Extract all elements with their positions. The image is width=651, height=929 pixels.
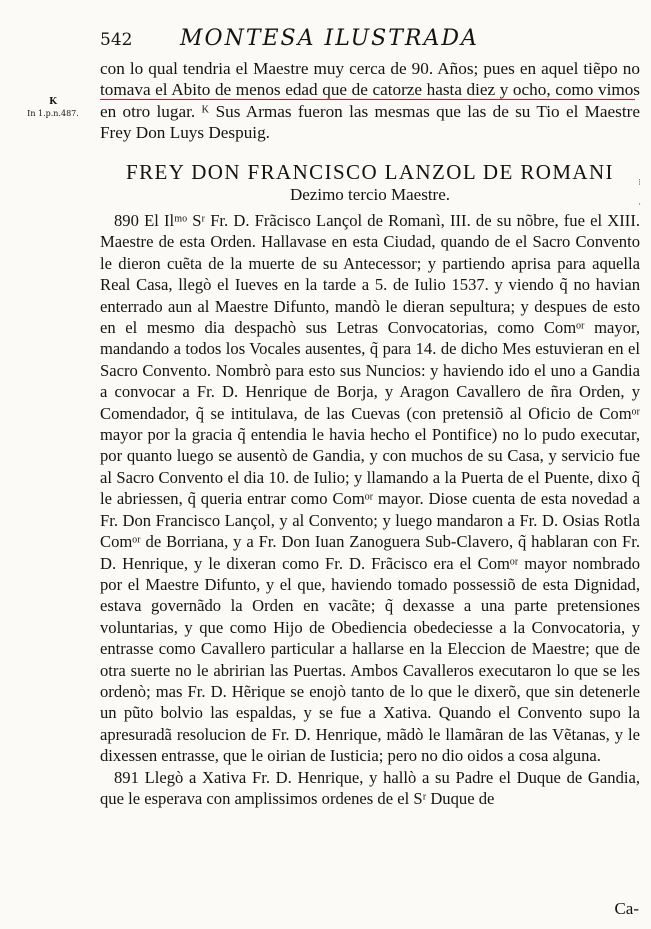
running-title: MONTESA ILUSTRADA [180, 26, 479, 51]
margin-note-text: In 1.p.n.487. [27, 109, 79, 118]
page-number: 542 [100, 30, 133, 50]
margin-dots: · [638, 200, 641, 210]
heading-title: FREY DON FRANCISCO LANZOL DE ROMANI [126, 160, 614, 184]
intro-paragraph: con lo qual tendria el Maestre muy cerca de 90. Años; pues en aquel tiẽpo no tomava el Abito de menos edad que de catorze hasta diez y ocho, como vimos en otro lugar. ᴷ Sus Armas fueron las mesmas que las de su Tio el Maestre Frey Don Luys Despuig. [100, 59, 640, 143]
margin-note [8, 96, 98, 120]
heading-subtitle: Dezimo tercio Maestre. [289, 185, 450, 204]
red-underline-mark [100, 99, 635, 100]
intro-text-block [100, 58, 640, 144]
chapter-heading [100, 160, 640, 206]
margin-dots: ⁝ [638, 178, 641, 188]
main-text-block [100, 210, 640, 809]
catchword: Ca- [614, 899, 639, 918]
page-header [100, 26, 635, 56]
paragraph-890: 890 El Ilᵐᵒ Sʳ Fr. D. Frãcisco Lançol de Romanì, III. de su nõbre, fue el XIII. Maestre de esta Orden. Hallavase en esta Ciudad, quando de el Sacro Convento le dieron cuẽta de la muerte de su Antecessor; y partiendo aprisa para aquella Real Casa, llegò el Iueves en la tarde a 5. de Iulio 1537. y viendo q̃ no havian enterrado aun al Maestre Difunto, mandò le dieran sepultura; y despues de esto en el mesmo dia despachò sus Letras Convocatorias, como Comᵒʳ mayor, mandando a todos los Vocales ausentes, q̃ para 14. de dicho Mes estuvieran en el Sacro Convento. Nombrò para esto sus Nuncios: y haviendo ido el uno a Gandia a convocar a Fr. D. Henrique de Borja, y Aragon Cavallero de ñra Orden, y Comendador, q̃ se intitulava, de las Cuevas (con pretensiõ al Oficio de Comᵒʳ mayor por la gracia q̃ entendia le havia hecho el Pontifice) no lo pudo executar, por quanto luego se ausentò de Gandia, y con muchos de su Casa, y servicio fue al Sacro Convento el dia 10. de Iulio; y llamando a la Puerta de el Puente, dixo q̃ le abriessen, q̃ queria entrar como Comᵒʳ mayor. Diose cuenta de esta novedad a Fr. Don Francisco Lançol, y al Convento; y luego mandaron a Fr. D. Osias Rotla Comᵒʳ de Borriana, y a Fr. Don Iuan Zanoguera Sub-Clavero, q̃ hablaran con Fr. D. Henrique, y le dixeran como Fr. D. Frãcisco era el Comᵒʳ mayor nombrado por el Maestre Difunto, y el que, haviendo tomado possessiõ de esta Dignidad, estava governãdo la Orden en vacãte; q̃ dexasse a una parte pretensiones voluntarias, y que como Hijo de Obediencia obedeciesse a la Convocatoria, y entrasse como Cavallero particular a hallarse en la Eleccion de Maestre; que de otra suerte no le abririan las Puertas. Ambos Cavalleros executaron lo que se les ordenò; mas Fr. D. Hẽrique se enojò tanto de lo que le dixerõ, que sin detenerle un pũto bolvio las espaldas, y se fue a Xativa. Quando el Convento supo la apresuradã resolucion de Fr. D. Henrique, mãdò le llamãran de las Vẽtanas, y le dixessen entrasse, que le oirian de Iusticia; pero no dio oidos a cosa alguna. [100, 211, 640, 766]
margin-note-mark: K [49, 97, 57, 107]
paragraph-891: 891 Llegò a Xativa Fr. D. Henrique, y hallò a su Padre el Duque de Gandia, que le esperava con amplissimos ordenes de el Sʳ Duque de [100, 767, 640, 808]
